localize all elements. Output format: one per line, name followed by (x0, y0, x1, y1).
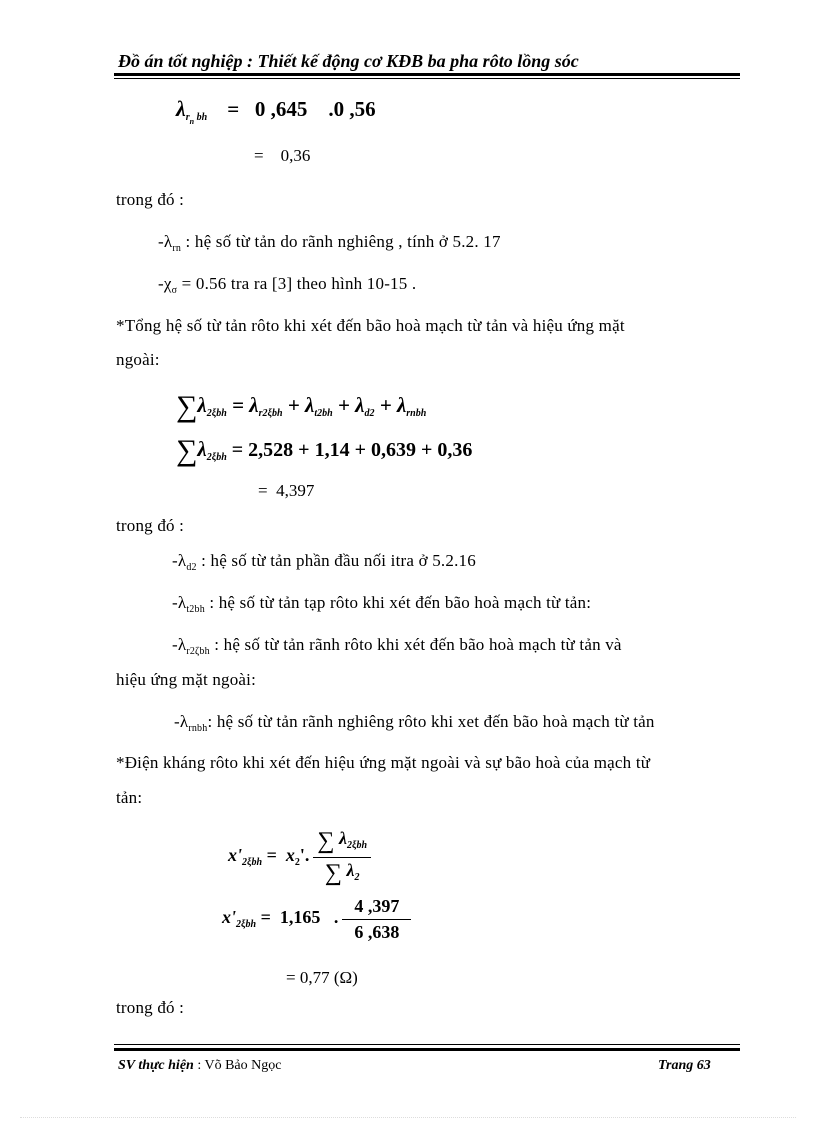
eq4-x2-sub: 2 (294, 857, 300, 869)
eq4-den-sub: 2 (354, 872, 360, 883)
eq5-denominator: 6 ,638 (354, 922, 400, 942)
eq1-lhs: λ (176, 96, 186, 121)
c1-symbol: -λ (172, 551, 187, 570)
b1-symbol: -λ (158, 232, 173, 251)
header-rule-thin (114, 78, 740, 79)
c2-symbol: -λ (172, 593, 187, 612)
b2-text: = 0.56 tra ra [3] theo hình 10-15 . (177, 274, 417, 293)
eq4-x2-tail: '. (299, 845, 310, 866)
eq4-x2: x (285, 845, 295, 866)
footer-author-name: Võ Bảo Ngọc (204, 1058, 282, 1073)
eq3-lhs-sub: 2ξbh (206, 452, 227, 463)
bullet-lambda-d2 (172, 551, 476, 573)
bullet-chi-sigma (158, 274, 416, 296)
eq1-result: = 0,36 (254, 146, 311, 165)
footer-rule-thick (114, 1048, 740, 1051)
eq4-lhs: x' (228, 845, 243, 866)
eq5-mid: = 1,165 . (256, 907, 339, 928)
eq3-result: = 4,397 (258, 481, 315, 500)
c2-text: : hệ số từ tản tạp rôto khi xét đến bão hoà mạch từ tản: (204, 593, 592, 612)
eq2-plus-2: + (332, 393, 356, 417)
paragraph-trong-do: trong đó : (116, 190, 185, 209)
c4-symbol: -λ (174, 712, 189, 731)
eq2-equals: = (226, 393, 250, 417)
c4-sub: rnbh (188, 723, 208, 734)
eq4-num-sub: 2ξbh (346, 840, 368, 851)
bullet-lambda-rnbh (174, 712, 655, 734)
eq4-numerator (313, 828, 371, 858)
equation-lambda-rnbh (176, 96, 376, 126)
eq4-fraction (313, 828, 371, 887)
equation-sum-lambda-symbolic (176, 390, 426, 424)
b2-sub: σ (171, 285, 178, 296)
eq2-lhs-sub: 2ξbh (206, 408, 227, 419)
c4-text: : hệ số từ tản rãnh nghiêng rôto khi xet đến bão hoà mạch từ tản (207, 712, 655, 731)
paragraph-tong-he-so: *Tổng hệ số từ tản rôto khi xét đến bão hoà mạch từ tản và hiệu ứng mặt (116, 316, 625, 335)
paragraph-tong-he-so-cont: ngoài: (116, 350, 160, 369)
equation-sum-lambda-numeric (176, 434, 472, 468)
eq2-term2: λ (305, 393, 315, 417)
eq4-num-sum: ∑ (317, 828, 335, 854)
bullet-lambda-rn (158, 232, 501, 254)
bullet-lambda-r2zbh (172, 635, 622, 657)
eq2-term3-sub: d2 (364, 408, 375, 419)
eq4-denominator (313, 858, 371, 887)
c1-text: : hệ số từ tản phần đầu nối itra ở 5.2.16 (196, 551, 476, 570)
eq5-numerator: 4 ,397 (342, 896, 411, 920)
eq2-plus-3: + (374, 393, 397, 417)
page-bottom-edge (20, 1117, 796, 1118)
c3-sub: r2ζbh (186, 646, 210, 657)
page-header-title: Đồ án tốt nghiệp : Thiết kế động cơ KĐB ba pha rôto lồng sóc (118, 51, 579, 71)
eq4-num-lambda: λ (338, 828, 347, 848)
eq1-lhs-sub-r: r (185, 112, 190, 123)
eq2-term1: λ (249, 393, 259, 417)
eq5-lhs-sub: 2ξbh (236, 919, 257, 931)
equation-x2-symbolic (228, 828, 371, 887)
eq4-equals: = (262, 845, 286, 866)
footer-author-sep: : (193, 1058, 205, 1073)
c1-sub: d2 (186, 562, 197, 573)
paragraph-dien-khang: *Điện kháng rôto khi xét đến hiệu ứng mặt ngoài và sự bão hoà của mạch từ (116, 753, 651, 772)
eq2-term3: λ (355, 393, 365, 417)
b1-text: : hệ số từ tản do rãnh nghiêng , tính ở 5.2. 17 (181, 232, 501, 251)
c2-sub: t2bh (186, 604, 205, 615)
footer-author-label: SV thực hiện (118, 1058, 194, 1073)
footer-page-number: Trang 63 (658, 1058, 711, 1073)
eq2-plus-1: + (282, 393, 305, 417)
eq5-fraction (342, 896, 411, 943)
bullet-lambda-t2bh (172, 593, 591, 615)
footer-rule-thin (114, 1044, 740, 1045)
eq2-term4-sub: rnbh (406, 408, 427, 419)
c3-symbol: -λ (172, 635, 187, 654)
eq1-lhs-sub-n: n (189, 117, 195, 126)
eq4-lhs-sub: 2ξbh (242, 857, 263, 869)
eq3-sum: ∑ (176, 434, 198, 467)
b2-symbol: -χ (158, 274, 172, 293)
paragraph-trong-do-2: trong đó : (116, 516, 185, 535)
equation-x2-numeric (222, 896, 411, 943)
eq3-rhs: = 2,528 + 1,14 + 0,639 + 0,36 (226, 439, 473, 461)
footer-author (118, 1058, 281, 1074)
eq2-lhs: λ (197, 393, 207, 417)
eq2-sum: ∑ (176, 390, 198, 423)
eq1-rhs: = 0 ,645 .0 ,56 (227, 97, 376, 121)
eq4-den-sum: ∑ (324, 860, 342, 886)
eq1-lhs-sub (185, 112, 208, 126)
eq5-lhs: x' (222, 907, 237, 928)
eq2-term2-sub: t2bh (314, 408, 333, 419)
eq1-lhs-sub-bh: bh (196, 112, 208, 123)
paragraph-trong-do-3: trong đó : (116, 998, 185, 1017)
c3-text: : hệ số từ tản rãnh rôto khi xét đến bão hoà mạch từ tản và (209, 635, 622, 654)
paragraph-dien-khang-cont: tản: (116, 788, 143, 807)
eq6-result: = 0,77 (Ω) (286, 968, 358, 987)
b1-sub: rn (172, 243, 182, 254)
eq2-term4: λ (396, 393, 407, 417)
bullet-lambda-r2zbh-cont: hiệu ứng mặt ngoài: (116, 670, 257, 689)
eq4-den-lambda: λ (346, 860, 355, 880)
eq2-term1-sub: r2ξbh (258, 408, 283, 419)
eq3-lhs: λ (197, 437, 207, 461)
header-rule-thick (114, 73, 740, 76)
